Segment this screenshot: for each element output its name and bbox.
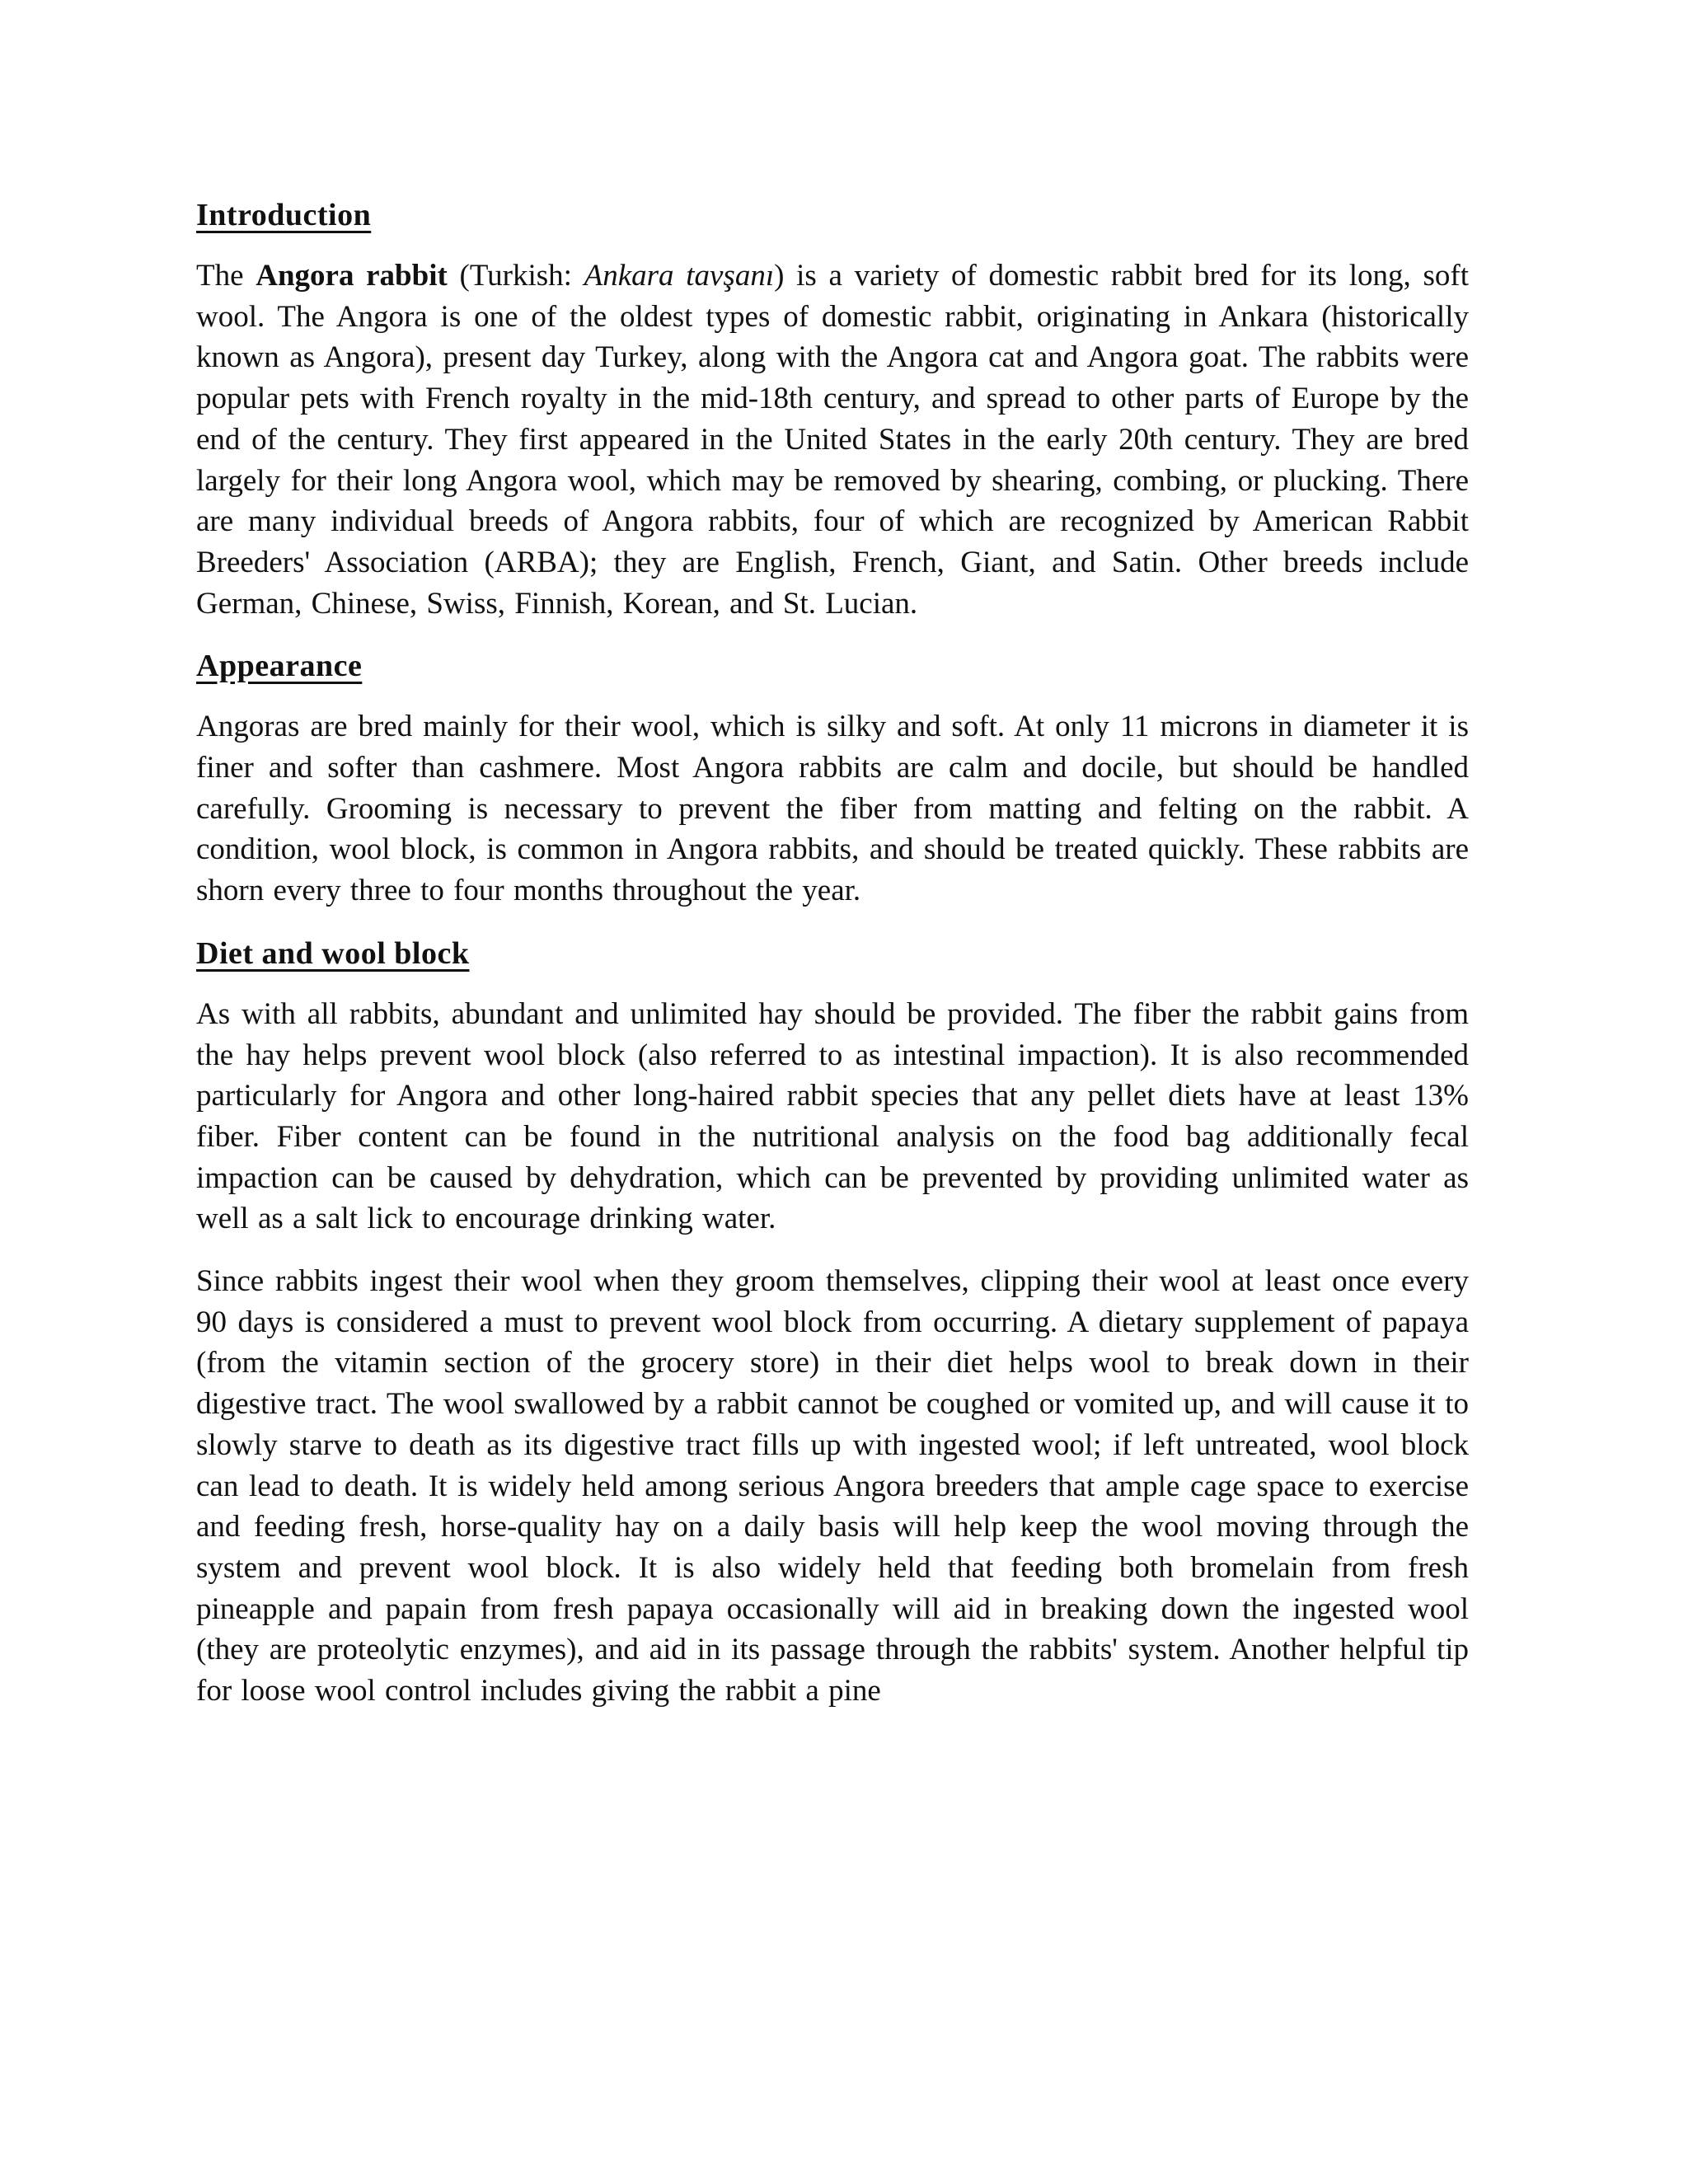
- intro-text-start: The: [196, 259, 256, 293]
- appearance-paragraph: Angoras are bred mainly for their wool, which is silky and soft. At only 11 microns in diameter it is finer and softer than cashmere. Most Angora rabbits are calm and docile, but should be handled carefully. Grooming is necessary to prevent the fiber from matting and felting on the rabbit. A condition, wool block, is common in Angora rabbits, and should be treated quickly. These rabbits are shorn every three to four months throughout the year.: [196, 710, 1469, 908]
- section-heading-introduction: Introduction: [196, 198, 372, 232]
- section-heading-diet: Diet and wool block: [196, 935, 470, 971]
- intro-text-rest: ) is a variety of domestic rabbit bred for its long, soft wool. The Angora is one of the oldest types of domestic rabbit, originating in Ankara (historically known as Angora), present day Turkey, along with the Angora cat and Angora goat. The rabbits were popular pets with French royalty in the mid-18th century, and spread to other parts of Europe by the end of the century. They first appeared in the United States in the early 20th century. They are bred largely for their long Angora wool, which may be removed by shearing, combing, or plucking. There are many individual breeds of Angora rabbits, four of which are recognized by American Rabbit Breeders' Association (ARBA); they are English, French, Giant, and Satin. Other breeds include German, Chinese, Swiss, Finnish, Korean, and St. Lucian.: [196, 259, 1469, 621]
- section-heading-appearance: Appearance: [196, 649, 363, 684]
- intro-text-turkish-prefix: (Turkish:: [447, 259, 584, 293]
- diet-paragraph-1: As with all rabbits, abundant and unlimited hay should be provided. The fiber the rabbit gains from the hay helps prevent wool block (also referred to as intestinal impaction). It is also recommended particularly for Angora and other long-haired rabbit species that any pellet diets have at least 13% fiber. Fiber content can be found in the nutritional analysis on the food bag additionally fecal impaction can be caused by dehydration, which can be prevented by providing unlimited water as well as a salt lick to encourage drinking water.: [196, 996, 1469, 1236]
- introduction-paragraph: [196, 255, 1469, 624]
- intro-italic-turkish-name: Ankara tavşanı: [584, 259, 775, 293]
- diet-paragraph-2: Since rabbits ingest their wool when they groom themselves, clipping their wool at least once every 90 days is considered a must to prevent wool block from occurring. A dietary supplement of papaya (from the vitamin section of the grocery store) in their diet helps wool to break down in their digestive tract. The wool swallowed by a rabbit cannot be coughed or vomited up, and will cause it to slowly starve to death as its digestive tract fills up with ingested wool; if left untreated, wool block can lead to death. It is widely held among serious Angora breeders that ample cage space to exercise and feeding fresh, horse-quality hay on a daily basis will help keep the wool moving through the system and prevent wool block. It is also widely held that feeding both bromelain from fresh pineapple and papain from fresh papaya occasionally will aid in breaking down the ingested wool (they are proteolytic enzymes), and aid in its passage through the rabbits' system. Another helpful tip for loose wool control includes giving the rabbit a pine: [196, 1264, 1469, 1708]
- intro-bold-term: Angora rabbit: [256, 259, 448, 293]
- document-page: [196, 194, 1469, 1733]
